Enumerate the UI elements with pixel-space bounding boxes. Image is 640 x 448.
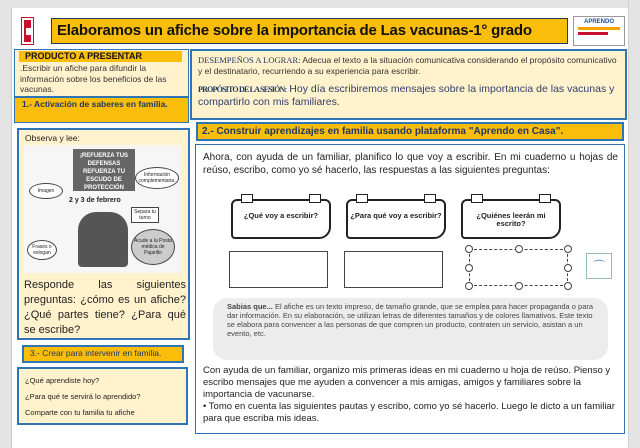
desempenos-panel bbox=[190, 49, 627, 120]
answer-box-1[interactable] bbox=[229, 251, 328, 288]
main-content-panel bbox=[195, 144, 625, 434]
sabias-que-box bbox=[213, 298, 608, 360]
intro-text: Ahora, con ayuda de un familiar, planifico lo que voy a escribir. En mi cuaderno u hojas de reúso, escribo, como yo sé hacerlo, las respuestas a las siguientes preguntas: bbox=[203, 152, 618, 176]
section1-header: 1.- Activación de saberes en familia. bbox=[14, 97, 189, 123]
bubble-info: Información complementaria. bbox=[135, 167, 179, 189]
desempenos-text: Adecua el texto a la situación comunicativa considerando el propósito comunicativo y el destinatario, recurriendo a su experiencia para escribir. bbox=[198, 55, 617, 76]
instructions-p1: Con ayuda de un familiar, organizo mis primeras ideas en mi cuaderno u hoja de reúso. Pienso y escribo mensajes que me ayuden a convencer a mis amigas, amigos y familiares sobre la importancia de vacunarse. bbox=[203, 365, 611, 400]
poster-title: ¡REFUERZA TUS DEFENSAS REFUERZA TU ESCUDO DE PROTECCIÓN bbox=[73, 149, 135, 191]
answer-box-2[interactable] bbox=[344, 251, 443, 288]
resize-handle[interactable] bbox=[564, 264, 572, 272]
reflection-q1: ¿Qué aprendiste hoy? bbox=[25, 376, 100, 385]
resize-handle[interactable] bbox=[564, 245, 572, 253]
resize-handle[interactable] bbox=[564, 282, 572, 290]
school-shield-logo bbox=[22, 18, 33, 44]
observe-panel bbox=[17, 128, 190, 340]
producto-heading: PRODUCTO A PRESENTAR bbox=[19, 51, 182, 62]
poster-separa-turno: Separa tu turno bbox=[131, 207, 159, 223]
note-text: ¿Qué voy a escribir? bbox=[243, 211, 319, 220]
desempenos-label: DESEMPEÑOS A LOGRAR: bbox=[198, 55, 301, 65]
resize-handle[interactable] bbox=[515, 245, 523, 253]
vaccine-poster-image bbox=[23, 145, 181, 273]
answer-box-3-selected[interactable] bbox=[469, 249, 568, 286]
scrollbar[interactable] bbox=[628, 0, 640, 448]
producto-panel bbox=[14, 49, 189, 97]
note-quienes bbox=[461, 199, 561, 239]
section3-header: 3.- Crear para intervenir en familia. bbox=[22, 345, 184, 363]
note-text: ¿Quiénes leerán mi escrito? bbox=[476, 211, 546, 228]
note-text: ¿Para qué voy a escribir? bbox=[350, 211, 442, 220]
note-para-que bbox=[346, 199, 446, 239]
family-illustration bbox=[78, 212, 128, 267]
section2-header: 2.- Construir aprendizajes en familia usando plataforma "Aprendo en Casa". bbox=[196, 122, 624, 141]
producto-text: .Escribir un afiche para difundir la información sobre los beneficios de las vacunas. bbox=[20, 63, 167, 94]
reflection-q2: ¿Para qué te servirá lo aprendido? bbox=[25, 392, 141, 401]
bubble-frases: Frases o eslogan bbox=[27, 240, 57, 260]
instructions-p2: • Tomo en cuenta las siguientes pautas y escribo, como yo sé hacerlo. Luego le dicto a un familiar para que escriba mis ideas. bbox=[203, 401, 615, 424]
proposito-text: Hoy día escribiremos mensajes sobre la importancia de las vacunas y compartirlo con mis familiares. bbox=[198, 83, 615, 108]
sabias-label: Sabias que... bbox=[227, 302, 273, 311]
bubble-imagen: Imagen bbox=[29, 183, 63, 199]
note-que-voy bbox=[231, 199, 331, 239]
poster-acude: Acude a la Posta médica de Pajarillo bbox=[131, 229, 175, 265]
proposito-label: PROPÓSITO DE LA SESIÓN: bbox=[198, 85, 287, 94]
resize-handle[interactable] bbox=[465, 264, 473, 272]
resize-handle[interactable] bbox=[465, 245, 473, 253]
sabias-text: El afiche es un texto impreso, de tamaño grande, que se emplea para hacer propaganda o para dar información. En su elaboración, se utilizan letras de diferentes tamaños y de colores llamativos. Este texto se elabora para convencer a las personas de que compren un producto, contraten un servicio, asistan a un evento, etc. bbox=[227, 302, 594, 338]
reflection-panel bbox=[17, 367, 188, 425]
resize-handle[interactable] bbox=[515, 282, 523, 290]
aprendo-en-casa-logo: APRENDO bbox=[573, 16, 625, 46]
reflection-q3: Comparte con tu familia tu afiche bbox=[25, 408, 135, 417]
layout-options-icon[interactable]: ⌒ bbox=[586, 253, 612, 279]
page-title: Elaboramos un afiche sobre la importancia de Las vacunas-1° grado bbox=[51, 18, 568, 44]
resize-handle[interactable] bbox=[465, 282, 473, 290]
observe-label: Observa y lee: bbox=[25, 133, 80, 143]
instructions-text bbox=[203, 365, 621, 425]
observe-questions: Responde las siguientes preguntas: ¿cómo es un afiche? ¿Qué partes tiene? ¿Para qué se escribe? bbox=[24, 279, 186, 336]
poster-date: 2 y 3 de febrero bbox=[69, 197, 121, 204]
